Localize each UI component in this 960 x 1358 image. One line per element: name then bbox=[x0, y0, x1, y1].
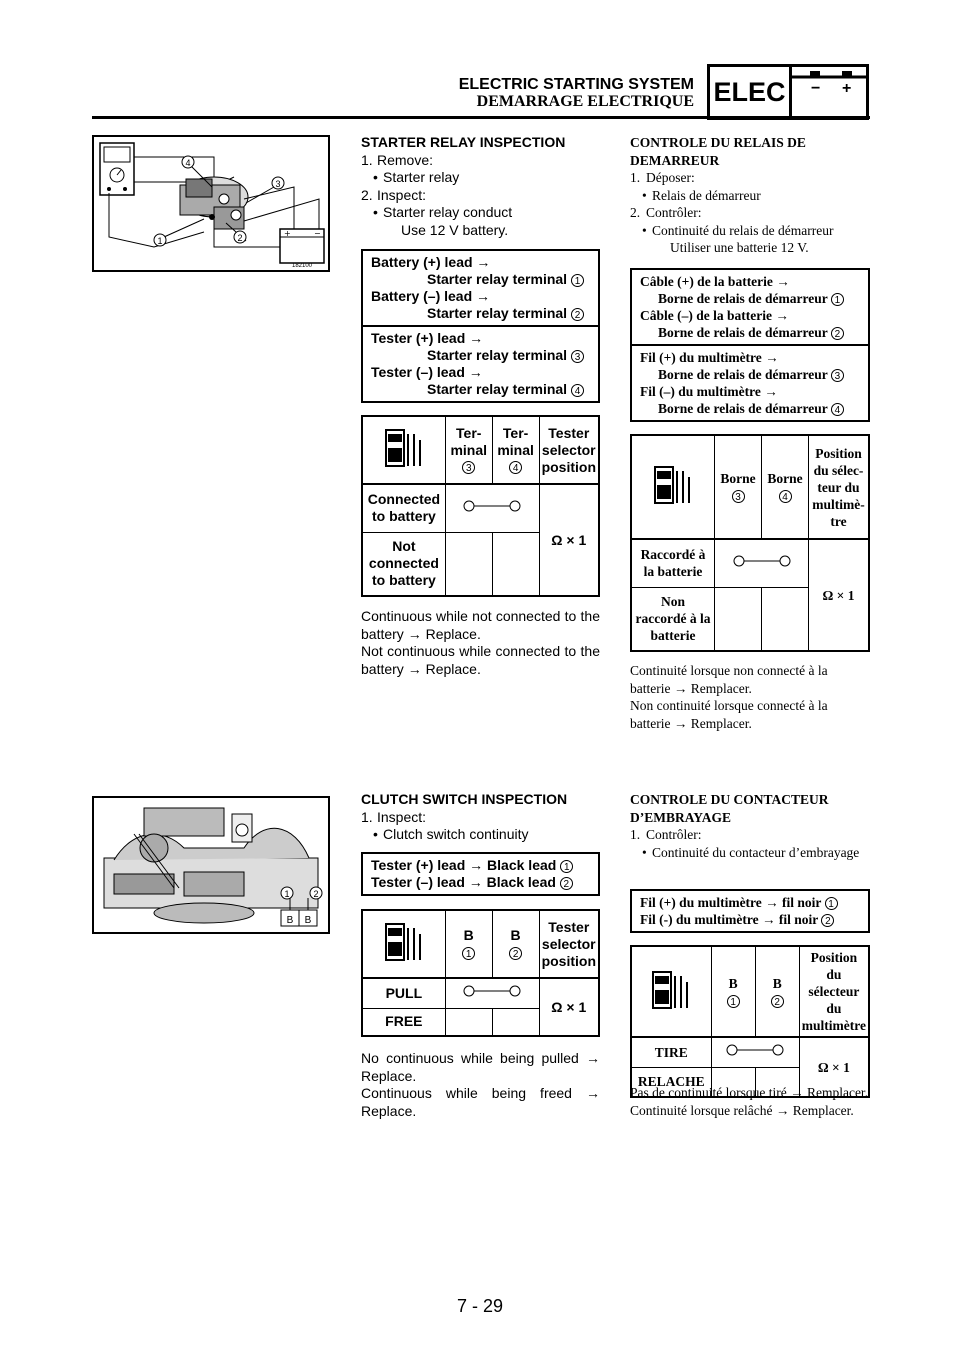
clutch-tester-box-fr: Fil (+) du multimètre → fil noir 1 Fil (-) du multimètre → fil noir 2 bbox=[630, 889, 870, 933]
row-pull: PULL bbox=[362, 978, 445, 1008]
relay-text-fr: CONTROLE DU RELAIS DE DEMARREUR 1. Déposer: • Relais de démarreur 2. Contrôler: • Continuité du relais de démarreur Utiliser une batterie 12 V. bbox=[630, 134, 870, 257]
fig2-marker-2: 2 bbox=[313, 889, 319, 899]
continuity-symbol-clutch bbox=[445, 978, 539, 1008]
row-free: FREE bbox=[362, 1008, 445, 1036]
clutch-tester-box-en: Tester (+) lead → Black lead 1 Tester (–) lead → Black lead 2 bbox=[361, 852, 600, 896]
fig2-wire-b1: B bbox=[286, 915, 294, 926]
svg-text:−: − bbox=[314, 229, 321, 238]
bullet-starter-relay: • Starter relay bbox=[385, 169, 459, 185]
tester-icon-fr bbox=[631, 435, 715, 539]
tester-icon-clutch bbox=[362, 910, 445, 978]
clutch-note-en: No continuous while being pulled → Replace. Continuous while being freed → Replace. bbox=[361, 1050, 600, 1119]
fig2-marker-1: 1 bbox=[284, 889, 290, 899]
fig1-marker-4: 4 bbox=[185, 158, 191, 168]
page-number: 7 - 29 bbox=[456, 1296, 504, 1316]
clutch-text-fr: CONTROLE DU CONTACTEUR D’EMBRAYAGE 1. Contrôler: • Continuité du contacteur d’embrayage bbox=[630, 791, 870, 861]
relay-continuity-table-en: Ter- minal 3 Ter- minal 4 Tester selector position Connected to battery Ω × 1 Not connected to battery bbox=[361, 415, 600, 597]
clutch-continuity-table-en: B 1 B 2 Tester selector position PULL Ω × 1 FREE bbox=[361, 909, 600, 1037]
figure-code: 182100 bbox=[292, 263, 313, 269]
starter-relay-figure bbox=[92, 135, 330, 272]
continuity-symbol-clutch-fr bbox=[711, 1037, 799, 1067]
row-not-connected: Not connected to battery bbox=[362, 532, 445, 596]
continuity-symbol bbox=[445, 484, 539, 532]
svg-text:+: + bbox=[284, 229, 291, 238]
clutch-note-fr: Pas de continuité lorsque tiré → Remplacer. Continuité lorsque relâché → Remplacer. bbox=[630, 1085, 869, 1118]
clutch-text-en: CLUTCH SWITCH INSPECTION 1. Inspect: • Clutch switch continuity bbox=[361, 791, 601, 844]
selector-position: Ω × 1 bbox=[539, 484, 599, 596]
battery-icon bbox=[792, 67, 866, 117]
clutch-continuity-table-fr: B 1 B 2 Position du sélecteur du multimètre TIRE Ω × 1 RELACHE bbox=[630, 945, 870, 1098]
step-inspect: Inspect: bbox=[377, 186, 427, 203]
clutch-title-fr: CONTROLE DU CONTACTEUR D’EMBRAYAGE bbox=[630, 792, 829, 825]
relay-battery-box-en: Battery (+) lead → Starter relay terminal 1 Battery (–) lead → Starter relay terminal 2 Tester (+) lead → Starter relay terminal 3 Tester (–) lead → Starter relay terminal 4 bbox=[361, 249, 600, 403]
relay-note-en: Continuous while not connected to the battery → Replace. Not continuous while connected to the battery → Replace. bbox=[361, 608, 600, 677]
fig1-marker-3: 3 bbox=[275, 179, 281, 189]
fig1-marker-2: 2 bbox=[237, 233, 243, 243]
relay-title-fr: CONTROLE DU RELAIS DE DEMARREUR bbox=[630, 135, 806, 168]
row-connected: Connected to battery bbox=[362, 484, 445, 532]
battery-plus-sign: + bbox=[842, 80, 852, 97]
fig2-wire-b2: B bbox=[304, 915, 312, 926]
header-title-en: ELECTRIC STARTING SYSTEM bbox=[458, 76, 694, 93]
relay-battery-box-fr: Câble (+) de la batterie → Borne de relais de démarreur 1 Câble (–) de la batterie → Borne de relais de démarreur 2 Fil (+) du multimètre → Borne de relais de démarreur 3 Fil (–) du multimètre → Borne de relais de démarreur 4 bbox=[630, 268, 870, 422]
relay-continuity-table-fr: Borne 3 Borne 4 Position du sélec-teur du multimè-tre Raccordé à la batterie Ω × 1 Non raccordé à la batterie bbox=[630, 434, 870, 652]
continuity-symbol-fr bbox=[715, 539, 809, 587]
clutch-title-en: CLUTCH SWITCH INSPECTION bbox=[361, 791, 568, 807]
tester-icon-clutch-fr bbox=[631, 946, 711, 1037]
header-title-fr: DEMARRAGE ELECTRIQUE bbox=[476, 93, 694, 110]
badge-label: ELEC bbox=[710, 67, 792, 117]
step-remove: Remove: bbox=[377, 151, 434, 168]
battery-minus-sign: − bbox=[811, 80, 821, 97]
relay-title-en: STARTER RELAY INSPECTION bbox=[361, 134, 566, 150]
tester-icon bbox=[362, 416, 445, 484]
clutch-switch-figure bbox=[92, 796, 330, 934]
use-12v-note: Use 12 V battery. bbox=[401, 221, 509, 238]
relay-text-en: STARTER RELAY INSPECTION 1. Remove: • Starter relay 2. Inspect: • Starter relay conduct Use 12 V battery. bbox=[361, 134, 601, 239]
section-badge bbox=[707, 64, 869, 120]
relay-note-fr: Continuité lorsque non connecté à la batterie → Remplacer. Non continuité lorsque connecté à la batterie → Remplacer. bbox=[630, 663, 828, 731]
bullet-relay-conduct: • Starter relay conduct bbox=[385, 204, 512, 220]
fig1-marker-1: 1 bbox=[157, 236, 163, 246]
